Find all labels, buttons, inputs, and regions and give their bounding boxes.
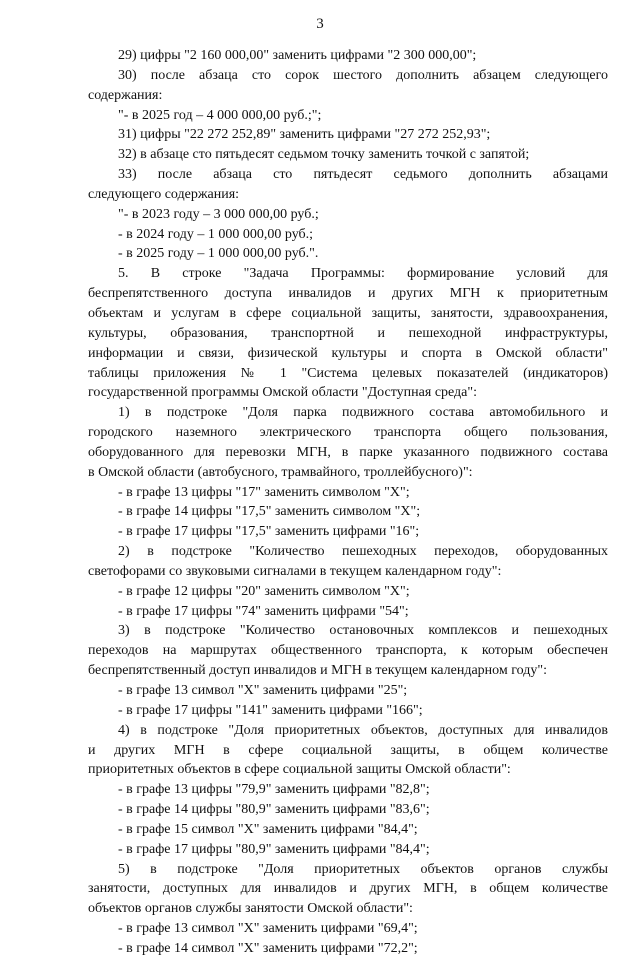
- text-line: - в графе 14 цифры "80,9" заменить цифрами "83,6";: [118, 802, 430, 818]
- text-line: - в графе 13 цифры "79,9" заменить цифрами "82,8";: [118, 782, 430, 798]
- text-line: - в графе 12 цифры "20" заменить символом "X";: [118, 583, 410, 599]
- text-line: занятости, доступных для инвалидов и других МГН, в общем количестве: [88, 881, 608, 897]
- text-line: - в 2024 году – 1 000 000,00 руб.;: [118, 226, 314, 242]
- text-line: городского наземного электрического транспорта общего пользования,: [88, 425, 608, 441]
- text-line: объектов органов службы занятости Омской области":: [88, 901, 413, 917]
- text-line: оборудованного для перевозки МГН, в парке указанного подвижного состава: [88, 444, 608, 460]
- text-line: 30) после абзаца сто сорок шестого дополнить абзацем следующего: [118, 67, 608, 83]
- text-line: светофорами со звуковыми сигналами в текущем календарном году":: [88, 563, 502, 579]
- text-line: - в графе 17 цифры "74" заменить цифрами "54";: [118, 603, 409, 619]
- text-line: - в 2025 году – 1 000 000,00 руб.".: [118, 246, 319, 262]
- text-line: 5) в подстроке "Доля приоритетных объектов органов службы: [118, 861, 608, 877]
- text-line: - в графе 13 символ "X" заменить цифрами "69,4";: [118, 921, 418, 937]
- text-line: 1) в подстроке "Доля парка подвижного состава автомобильного и: [118, 405, 608, 421]
- text-line: - в графе 13 цифры "17" заменить символом "X";: [118, 484, 410, 500]
- page-number: 3: [316, 16, 324, 32]
- text-line: следующего содержания:: [88, 186, 240, 202]
- text-line: - в графе 15 символ "X" заменить цифрами "84,4";: [118, 821, 418, 837]
- text-line: объектам и услугам в сфере социальной защиты, занятости, здравоохранения,: [88, 305, 608, 321]
- text-line: беспрепятственный доступ инвалидов и МГН в текущем календарном году":: [88, 663, 547, 679]
- text-line: 4) в подстроке "Доля приоритетных объектов, доступных для инвалидов: [118, 722, 608, 738]
- text-line: - в графе 17 цифры "80,9" заменить цифрами "84,4";: [118, 841, 430, 857]
- text-line: приоритетных объектов в сфере социальной защиты Омской области":: [88, 762, 511, 778]
- text-line: беспрепятственного доступа инвалидов и других МГН к приоритетным: [88, 286, 608, 302]
- text-line: - в графе 17 цифры "141" заменить цифрами "166";: [118, 702, 423, 718]
- text-line: - в графе 14 цифры "17,5" заменить символом "X";: [118, 504, 421, 520]
- text-line: информации и связи, физической культуры и спорта в Омской области": [88, 345, 608, 361]
- text-line: переходов на маршрутах общественного транспорта, к которым обеспечен: [88, 643, 608, 659]
- text-line: 5. В строке "Задача Программы: формирование условий для: [118, 266, 608, 282]
- text-line: - в графе 17 цифры "17,5" заменить цифрами "16";: [118, 524, 420, 540]
- text-line: государственной программы Омской области "Доступная среда":: [88, 385, 477, 401]
- text-line: - в графе 13 символ "X" заменить цифрами "25";: [118, 683, 408, 698]
- text-line: - в графе 14 символ "X" заменить цифрами "72,2";: [118, 940, 418, 956]
- text-line: 31) цифры "22 272 252,89" заменить цифрами "27 272 252,93";: [118, 127, 491, 143]
- text-line: и других МГН в сфере социальной защиты, в общем количестве: [88, 742, 608, 758]
- text-line: 33) после абзаца сто пятьдесят седьмого дополнить абзацами: [118, 167, 608, 183]
- text-line: содержания:: [88, 87, 163, 103]
- text-line: культуры, образования, транспортной и пешеходной инфраструктуры,: [88, 325, 608, 341]
- text-line: "- в 2023 году – 3 000 000,00 руб.;: [118, 206, 319, 222]
- text-line: 29) цифры "2 160 000,00" заменить цифрами "2 300 000,00";: [118, 48, 477, 63]
- text-line: 32) в абзаце сто пятьдесят седьмом точку заменить точкой с запятой;: [118, 147, 530, 163]
- text-line: 3) в подстроке "Количество остановочных комплексов и пешеходных: [118, 623, 608, 639]
- text-line: 2) в подстроке "Количество пешеходных переходов, оборудованных: [118, 544, 608, 560]
- text-line: "- в 2025 год – 4 000 000,00 руб.;";: [118, 107, 322, 123]
- text-line: в Омской области (автобусного, трамвайного, троллейбусного)":: [88, 464, 473, 480]
- document-body: [88, 46, 608, 959]
- text-line: таблицы приложения № 1 "Система целевых показателей (индикаторов): [88, 365, 608, 381]
